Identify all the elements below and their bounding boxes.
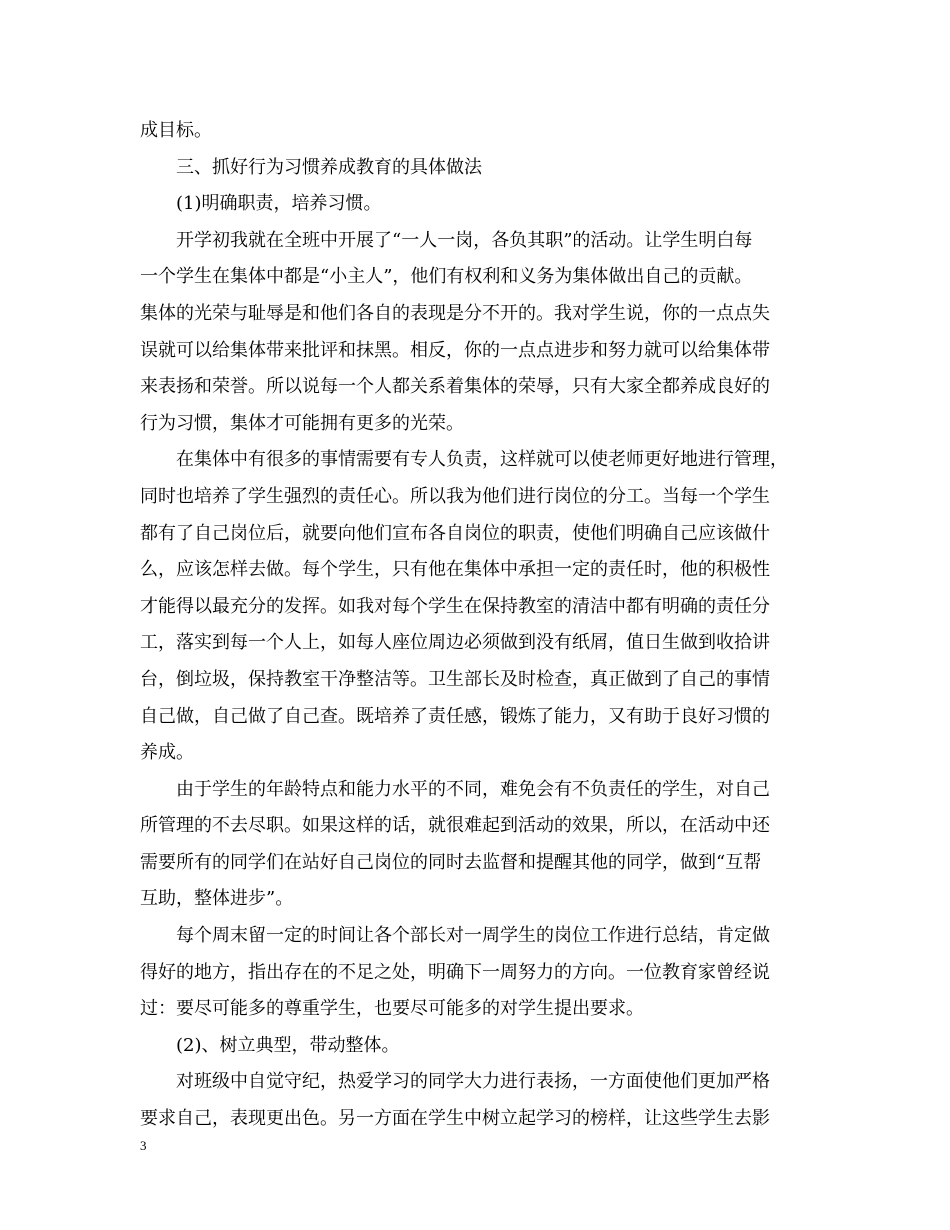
text-line: 都有了自己岗位后，就要向他们宣布各自岗位的职责，使他们明确自己应该做什 bbox=[140, 522, 770, 544]
text-line: 同时也培养了学生强烈的责任心。所以我为他们进行岗位的分工。当每一个学生 bbox=[140, 485, 770, 507]
paragraph bbox=[140, 1028, 808, 1065]
text-line: 得好的地方，指出存在的不足之处，明确下一周努力的方向。一位教育家曾经说 bbox=[140, 961, 770, 983]
text-line: 自己做，自己做了自己查。既培养了责任感，锻炼了能力，又有助于良好习惯的 bbox=[140, 705, 770, 727]
text-line: 互助，整体进步”。 bbox=[140, 888, 294, 910]
text-line: 所管理的不去尽职。如果这样的话，就很难起到活动的效果，所以，在活动中还 bbox=[140, 815, 770, 837]
text-line: 一个学生在集体中都是“小主人”，他们有权利和义务为集体做出自己的贡献。 bbox=[140, 266, 753, 288]
text-line: 成目标。 bbox=[140, 120, 212, 141]
text-line: 行为习惯，集体才可能拥有更多的光荣。 bbox=[140, 412, 464, 434]
paragraph bbox=[140, 1064, 808, 1137]
text-line: 每个周末留一定的时间让各个部长对一周学生的岗位工作进行总结，肯定做 bbox=[176, 925, 770, 947]
text-line: (2)、树立典型，带动整体。 bbox=[176, 1034, 400, 1056]
text-line: (1)明确职责，培养习惯。 bbox=[176, 193, 382, 215]
paragraph bbox=[140, 918, 808, 1028]
text-line: 来表扬和荣誉。所以说每一个人都关系着集体的荣辱，只有大家全都养成良好的 bbox=[140, 376, 770, 398]
text-line: 开学初我就在全班中开展了“一人一岗，各负其职”的活动。让学生明白每 bbox=[176, 229, 753, 251]
text-line: 集体的光荣与耻辱是和他们各自的表现是分不开的。我对学生说，你的一点点失 bbox=[140, 302, 770, 324]
text-line: 由于学生的年龄特点和能力水平的不同，难免会有不负责任的学生，对自己 bbox=[176, 778, 770, 800]
text-line: 么，应该怎样去做。每个学生，只有他在集体中承担一定的责任时，他的积极性 bbox=[140, 559, 770, 581]
text-line: 需要所有的同学们在站好自己岗位的同时去监督和提醒其他的同学，做到“互帮 bbox=[140, 851, 762, 873]
text-line: 在集体中有很多的事情需要有专人负责，这样就可以使老师更好地进行管理， bbox=[176, 449, 788, 471]
text-line: 台，倒垃圾，保持教室干净整洁等。卫生部长及时检查，真正做到了自己的事情 bbox=[140, 668, 770, 690]
paragraph bbox=[140, 772, 808, 918]
text-line: 要求自己，表现更出色。另一方面在学生中树立起学习的榜样，让这些学生去影 bbox=[140, 1108, 770, 1130]
text-line: 养成。 bbox=[140, 742, 194, 764]
body-text bbox=[140, 113, 808, 1138]
paragraph bbox=[140, 223, 808, 443]
text-line: 工，落实到每一个人上，如每人座位周边必须做到没有纸屑，值日生做到收拾讲 bbox=[140, 632, 770, 654]
paragraph bbox=[140, 442, 808, 771]
page-number: 3 bbox=[140, 1138, 147, 1153]
text-line: 误就可以给集体带来批评和抹黑。相反，你的一点点进步和努力就可以给集体带 bbox=[140, 339, 770, 361]
paragraph bbox=[140, 186, 808, 223]
text-line: 才能得以最充分的发挥。如我对每个学生在保持教室的清洁中都有明确的责任分 bbox=[140, 595, 770, 617]
paragraph bbox=[140, 113, 808, 150]
text-line: 三、抓好行为习惯养成教育的具体做法 bbox=[176, 156, 482, 178]
paragraph bbox=[140, 150, 808, 187]
text-line: 对班级中自觉守纪，热爱学习的同学大力进行表扬，一方面使他们更加严格 bbox=[176, 1071, 770, 1093]
text-line: 过：要尽可能多的尊重学生，也要尽可能多的对学生提出要求。 bbox=[140, 998, 644, 1020]
